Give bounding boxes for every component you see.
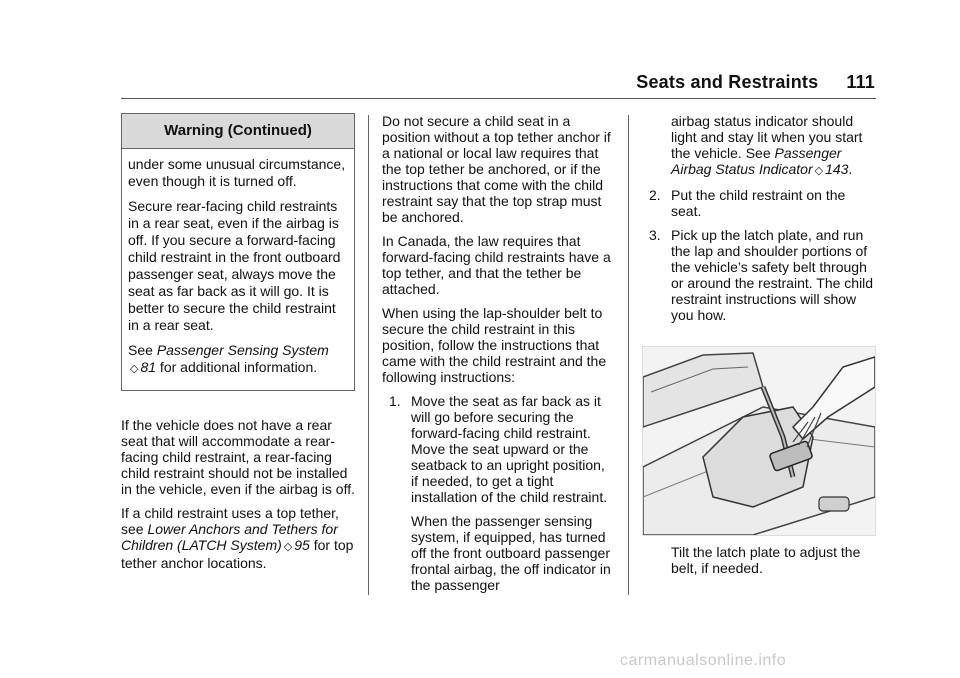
page-ref-icon: ◇: [283, 541, 293, 553]
xref-latch-system[interactable]: Lower Anchors and Tethers for Children (LATCH System): [121, 521, 338, 553]
col2-paragraph-1: Do not secure a child seat in a position without a top tether anchor if a national or local law requires that the top tether be anchored, or if the instructions that come with the child restraint say that the top strap must be anchored.: [382, 113, 611, 225]
column-divider-2: [628, 115, 629, 595]
page-ref-95[interactable]: 95: [294, 537, 310, 553]
watermark: carmanualsonline.info: [620, 652, 787, 669]
section-title: Seats and Restraints: [636, 72, 819, 92]
step-3-text: Pick up the latch plate, and run the lap and shoulder portions of the vehicle’s safety belt through or around the restraint. The child restraint instructions will show you how.: [671, 227, 874, 323]
step-1-text-2: When the passenger sensing system, if equipped, has turned off the front outboard passenger frontal airbag, the off indicator in the passenger: [411, 513, 611, 593]
column-divider-1: [368, 115, 369, 595]
step-2: [642, 187, 876, 219]
step-1: [382, 393, 614, 593]
page-header: [0, 72, 875, 93]
warning-body: [122, 149, 354, 390]
latch-plate-illustration: [642, 346, 876, 536]
warning-paragraph-1: under some unusual circumstance, even though it is turned off.: [128, 156, 346, 189]
warning-paragraph-2: Secure rear-facing child restraints in a rear seat, even if the airbag is off. If you secure a forward-facing child restraint in the front outboard passenger seat, always move the seat as far back as it will go. It is better to secure the child restraint in a rear seat.: [128, 198, 341, 333]
col2-paragraph-2: In Canada, the law requires that forward-facing child restraints have a top tether, and that the tether be attached.: [382, 233, 611, 297]
column-1: [121, 113, 355, 579]
step-number: 1.: [389, 393, 401, 409]
step-number: 2.: [649, 187, 661, 203]
page-ref-icon: ◇: [130, 363, 139, 375]
col2-paragraph-3: When using the lap-shoulder belt to secure the child restraint in this position, follow the instructions that came with the child restraint and the following instructions:: [382, 305, 607, 385]
instruction-steps: [382, 393, 614, 593]
page-ref-icon: ◇: [814, 165, 824, 177]
column-2: [382, 113, 614, 601]
step-1-text: Move the seat as far back as it will go before securing the forward-facing child restraint. Move the seat upward or the seatback to an upright position, if needed, to get a tight installation of the child restraint.: [411, 393, 608, 505]
step-number: 3.: [649, 227, 661, 243]
warning-paragraph-3: See Passenger Sensing System ◇ 81 for additional information.: [128, 342, 329, 375]
step-2-text: Put the child restraint on the seat.: [671, 187, 846, 219]
xref-passenger-sensing-system[interactable]: Passenger Sensing System: [156, 342, 329, 358]
page-ref-143[interactable]: 143: [825, 161, 849, 177]
warning-title: Warning (Continued): [122, 114, 354, 149]
col1-paragraph-1: If the vehicle does not have a rear seat that will accommodate a rear-facing child restraint, a rear-facing child restraint should not be installed in the vehicle, even if the airbag is off.: [121, 417, 355, 497]
figure-caption: Tilt the latch plate to adjust the belt, if needed.: [671, 544, 861, 576]
page-number: 111: [846, 72, 875, 92]
page-ref-81[interactable]: 81: [140, 359, 157, 375]
step-3: [642, 227, 876, 323]
xref-passenger-airbag-status-indicator[interactable]: Passenger Airbag Status Indicator: [671, 145, 842, 177]
column-3: [642, 113, 876, 584]
illustration-svg: [643, 347, 875, 535]
header-rule: [121, 98, 876, 99]
col1-paragraph-2: If a child restraint uses a top tether, see Lower Anchors and Tethers for Children (LATCH System) ◇ 95 for top tether anchor locations.: [121, 505, 354, 571]
step-1-continued: airbag status indicator should light and stay lit when you start the vehicle. See Passenger Airbag Status Indicator ◇ 143.: [671, 113, 863, 177]
instruction-steps-continued: [642, 187, 876, 323]
warning-box: [121, 113, 355, 391]
